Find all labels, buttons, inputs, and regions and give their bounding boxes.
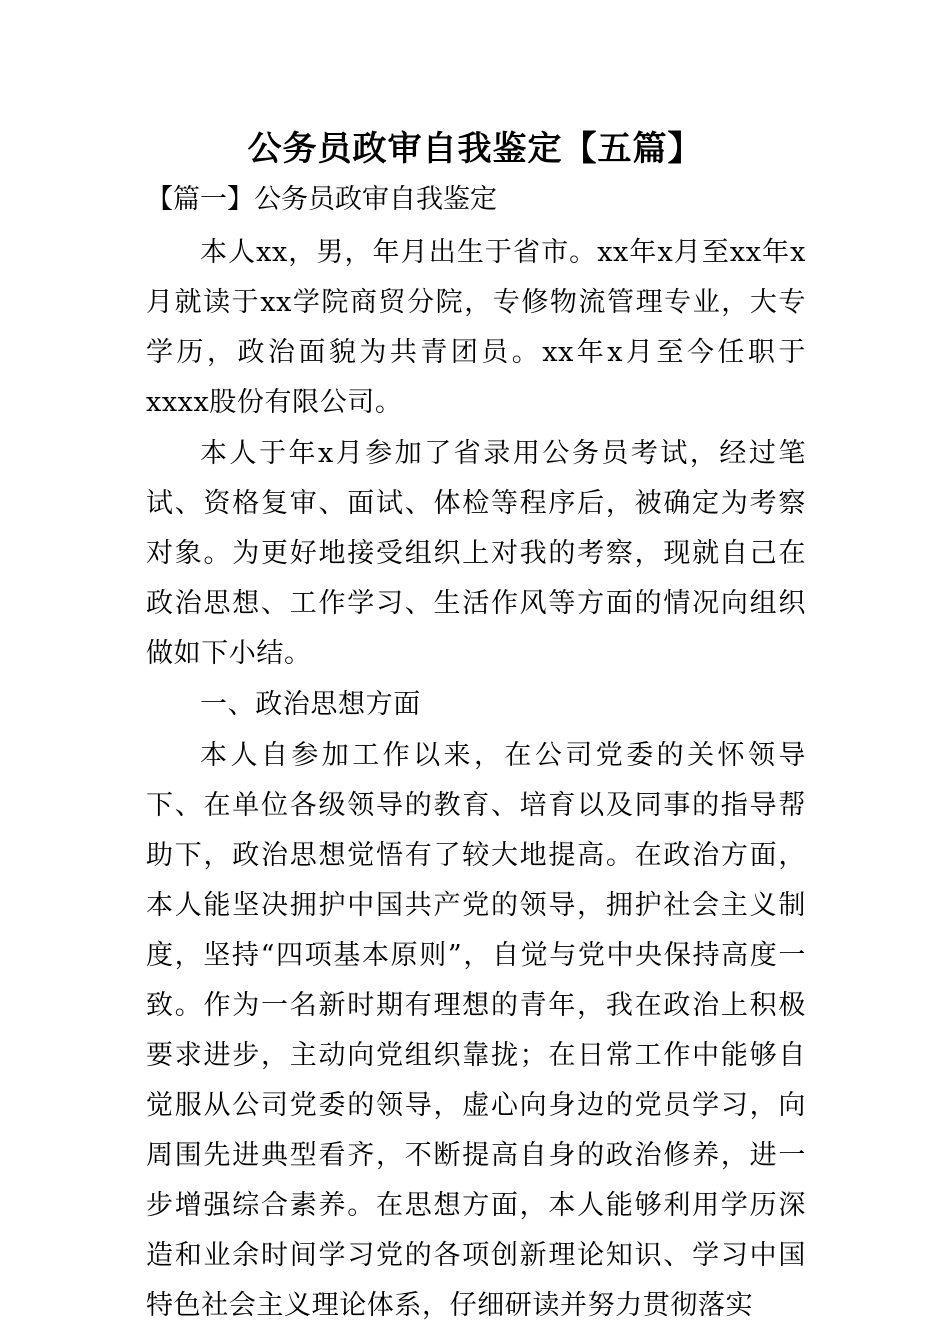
paragraph: 本人于年x月参加了省录用公务员考试，经过笔试、资格复审、面试、体检等程序后，被确定为考察对象。为更好地接受组织上对我的考察，现就自己在政治思想、工作学习、生活作风等方面的情况向组织做如下小结。: [146, 438, 806, 669]
section-heading: 【篇一】公务员政审自我鉴定: [146, 184, 497, 215]
paragraph: 本人xx，男，年月出生于省市。xx年x月至xx年x月就读于xx学院商贸分院，专修物流管理专业，大专学历，政治面貌为共青团员。xx年x月至今任职于xxxx股份有限公司。: [146, 237, 806, 418]
paragraph: 本人自参加工作以来，在公司党委的关怀领导下、在单位各级领导的教育、培育以及同事的指导帮助下，政治思想觉悟有了较大地提高。在政治方面，本人能坚决拥护中国共产党的领导，拥护社会主义制度，坚持“四项基本原则”，自觉与党中央保持高度一致。作为一名新时期有理想的青年，我在政治上积极要求进步，主动向党组织靠拢；在日常工作中能够自觉服从公司党委的领导，虚心向身边的党员学习，向周围先进典型看齐，不断提高自身的政治修养，进一步增强综合素养。在思想方面，本人能够利用学历深造和业余时间学习党的各项创新理论知识、学习中国特色社会主义理论体系，仔细研读并努力贯彻落实: [146, 740, 806, 1321]
document-title: 公务员政审自我鉴定【五篇】: [247, 129, 703, 169]
document-body: [146, 228, 806, 1332]
subsection-heading: 一、政治思想方面: [200, 689, 421, 720]
